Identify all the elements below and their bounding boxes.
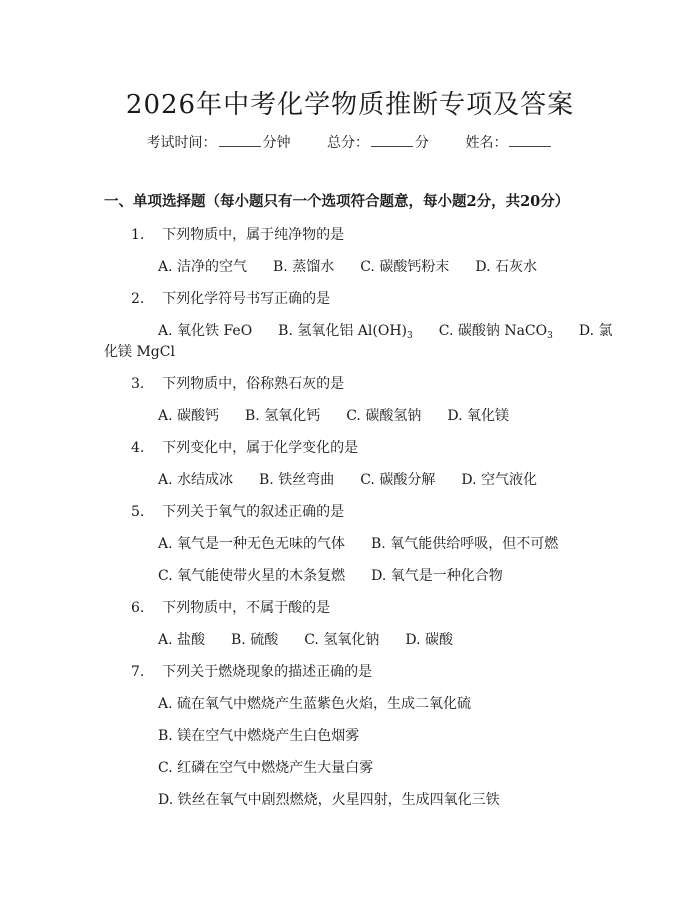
subscript: 3 [547,331,553,341]
question-number: 2. [131,291,145,307]
option-a[interactable]: A. 碳酸钙 [158,408,220,424]
name-blank[interactable] [509,134,551,147]
question-2-options [158,320,612,341]
option-b[interactable] [278,323,413,339]
question-4-options [158,469,563,489]
time-unit: 分钟 [262,135,291,151]
question-stem: 下列物质中，属于纯净物的是 [162,227,345,243]
option-c[interactable] [439,323,553,339]
question-1-options [158,256,563,276]
option-d[interactable]: D. 氧化镁 [447,408,509,424]
option-c[interactable]: C. 碳酸分解 [360,472,436,488]
option-a[interactable]: A. 盐酸 [158,632,206,648]
question-3 [131,373,344,393]
option-d[interactable]: D. 氯 [578,323,613,339]
option-c[interactable]: C. 氧气能使带火星的木条复燃 [158,568,346,584]
question-number: 5. [131,504,145,520]
question-1 [131,224,344,244]
question-number: 7. [131,664,145,680]
question-2 [131,288,330,308]
option-b[interactable]: B. 镁在空气中燃烧产生白色烟雾 [158,728,360,744]
option-a[interactable]: A. 水结成冰 [158,472,234,488]
question-6-options [158,629,479,649]
question-4 [131,437,358,457]
time-blank[interactable] [219,134,261,147]
option-c[interactable]: C. 红磷在空气中燃烧产生大量白雾 [158,760,374,776]
option-a[interactable]: A. 硫在氧气中燃烧产生蓝紫色火焰，生成二氧化硫 [158,696,472,712]
question-number: 4. [131,440,145,456]
subscript: 3 [407,331,413,341]
name-label: 姓名： [465,135,508,151]
option-b[interactable]: B. 铁丝弯曲 [259,472,335,488]
option-a[interactable]: A. 洁净的空气 [158,259,248,275]
name-field [465,135,553,151]
option-d[interactable]: D. 铁丝在氧气中剧烈燃烧，火星四射，生成四氧化三铁 [158,792,500,808]
score-label: 总分： [327,135,369,151]
option-b-text: B. 氢氧化铝 Al(OH) [278,323,408,339]
option-c-text: C. 碳酸钠 NaCO [438,323,548,339]
option-b[interactable]: B. 硫酸 [231,632,279,648]
exam-meta [0,132,700,152]
question-stem: 下列关于燃烧现象的描述正确的是 [162,664,373,680]
option-b[interactable]: B. 蒸馏水 [273,259,335,275]
question-stem: 下列物质中，不属于酸的是 [162,600,331,616]
option-d[interactable]: D. 空气液化 [461,472,537,488]
question-5 [131,501,344,521]
question-number: 6. [131,600,145,616]
option-c[interactable]: C. 碳酸钙粉末 [360,259,450,275]
page-title: 2026年中考化学物质推断专项及答案 [125,90,575,120]
option-d[interactable]: D. 氧气是一种化合物 [371,568,503,584]
question-stem: 下列关于氧气的叙述正确的是 [162,504,345,520]
option-a[interactable]: A. 氧气是一种无色无味的气体 [158,536,346,552]
question-stem: 下列化学符号书写正确的是 [162,291,331,307]
time-field [147,135,295,151]
question-5-options-row2 [158,565,529,585]
option-c[interactable]: C. 氢氧化钠 [304,632,380,648]
option-c[interactable]: C. 碳酸氢钠 [346,408,422,424]
question-6 [131,597,330,617]
option-b[interactable]: B. 氢氧化钙 [245,408,321,424]
option-d[interactable]: D. 碳酸 [405,632,453,648]
score-field [327,135,433,151]
question-5-options-row1 [158,533,584,553]
question-7 [131,661,372,681]
question-2-option-d-wrap: 化镁 MgCl [104,344,175,360]
option-a[interactable]: A. 氧化铁 FeO [158,323,253,339]
score-unit: 分 [415,135,429,151]
option-b[interactable]: B. 氧气能供给呼吸，但不可燃 [371,536,559,552]
time-label: 考试时间： [146,135,217,151]
question-stem: 下列变化中，属于化学变化的是 [162,440,359,456]
question-number: 1. [131,227,145,243]
question-3-options [158,405,535,425]
section-title: 一、单项选择题（每小题只有一个选项符合题意，每小题2分，共20分） [104,193,570,210]
option-d[interactable]: D. 石灰水 [475,259,537,275]
question-stem: 下列物质中，俗称熟石灰的是 [162,376,345,392]
score-blank[interactable] [371,134,413,147]
question-number: 3. [131,376,145,392]
